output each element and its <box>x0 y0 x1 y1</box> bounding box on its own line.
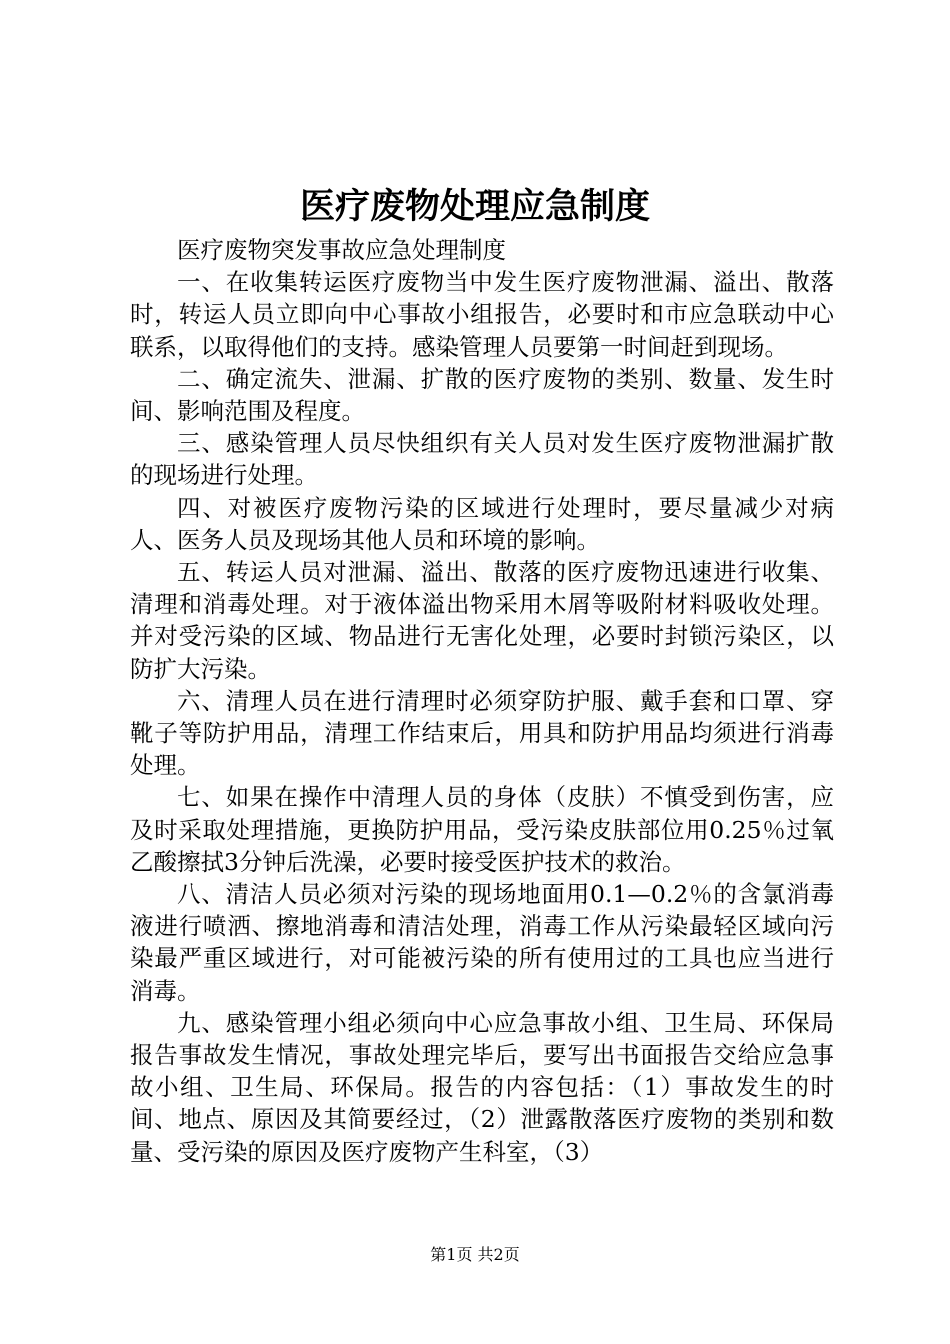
document-title: 医疗废物处理应急制度 <box>299 186 650 227</box>
page-number-footer: 第1页 共2页 <box>430 1245 520 1264</box>
paragraph-1: 一、在收集转运医疗废物当中发生医疗废物泄漏、溢出、散落时，转运人员立即向中心事故小组报告，必要时和市应急联动中心联系，以取得他们的支持。感染管理人员要第一时间赶到现场。 <box>130 268 834 361</box>
paragraph-7: 七、如果在操作中清理人员的身体（皮肤）不慎受到伤害，应及时采取处理措施，更换防护用品，受污染皮肤部位用0.25％过氧乙酸擦拭3分钟后洗澡，必要时接受医护技术的救治。 <box>130 783 834 876</box>
paragraph-subtitle: 医疗废物突发事故应急处理制度 <box>177 236 506 264</box>
paragraph-9: 九、感染管理小组必须向中心应急事故小组、卫生局、环保局报告事故发生情况，事故处理完毕后，要写出书面报告交给应急事故小组、卫生局、环保局。报告的内容包括：（1）事故发生的时间、地点、原因及其简要经过，（2）泄露散落医疗废物的类别和数量、受污染的原因及医疗废物产生科室，（3） <box>130 1008 834 1166</box>
paragraph-2: 二、确定流失、泄漏、扩散的医疗废物的类别、数量、发生时间、影响范围及程度。 <box>130 364 834 426</box>
paragraph-6: 六、清理人员在进行清理时必须穿防护服、戴手套和口罩、穿靴子等防护用品，清理工作结束后，用具和防护用品均须进行消毒处理。 <box>130 686 834 780</box>
paragraph-3: 三、感染管理人员尽快组织有关人员对发生医疗废物泄漏扩散的现场进行处理。 <box>130 429 834 490</box>
paragraph-5: 五、转运人员对泄漏、溢出、散落的医疗废物迅速进行收集、清理和消毒处理。对于液体溢出物采用木屑等吸附材料吸收处理。并对受污染的区域、物品进行无害化处理，必要时封锁污染区，以防扩大污染。 <box>130 558 834 683</box>
paragraph-4: 四、对被医疗废物污染的区域进行处理时，要尽量减少对病人、医务人员及现场其他人员和环境的影响。 <box>130 493 834 554</box>
paragraph-8: 八、清洁人员必须对污染的现场地面用0.1—0.2％的含氯消毒液进行喷洒、擦地消毒和清洁处理，消毒工作从污染最轻区域向污染最严重区域进行，对可能被污染的所有使用过的工具也应当进行消毒。 <box>130 880 834 1005</box>
document-body <box>130 234 834 1168</box>
